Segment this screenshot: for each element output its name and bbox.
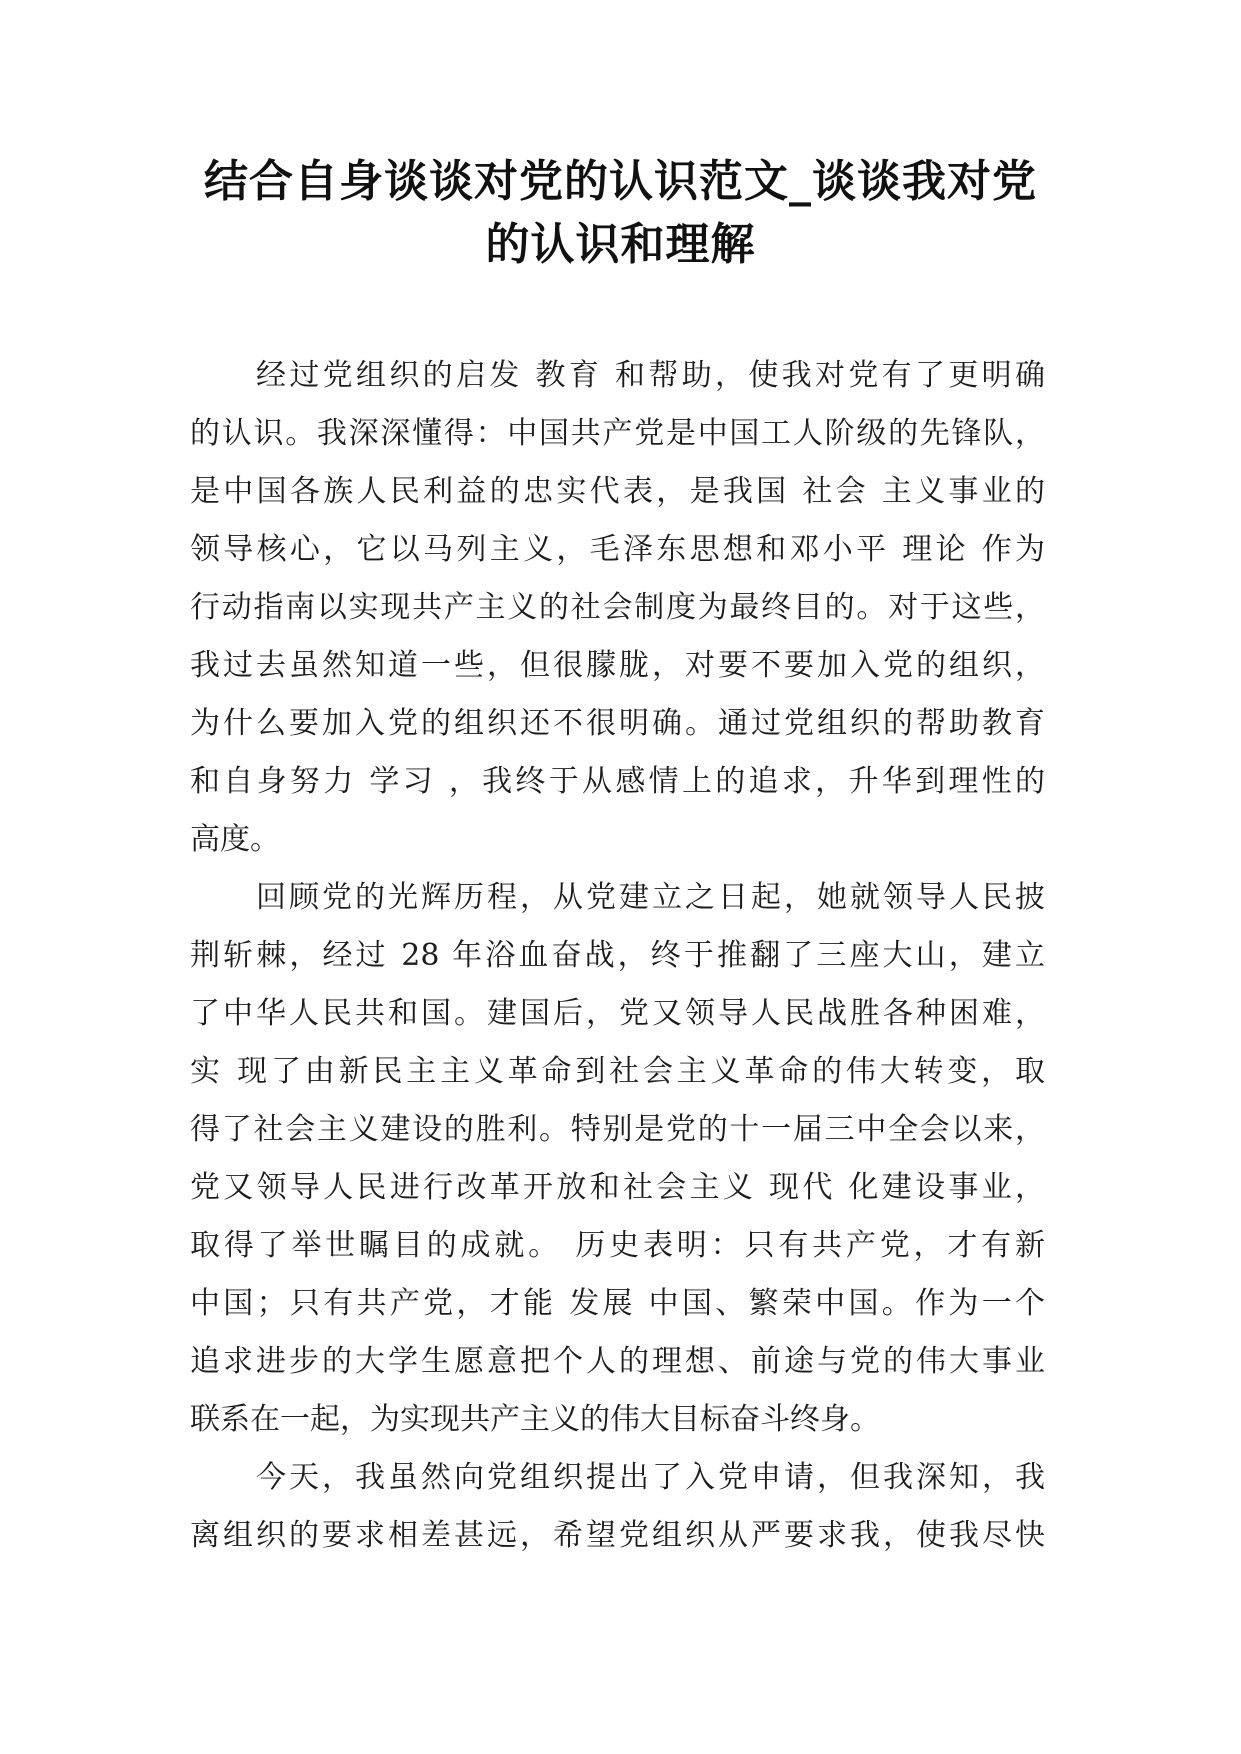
paragraph-line: 得了社会主义建设的胜利。特别是党的十一届三中全会以来， xyxy=(190,1112,1045,1147)
paragraph-line: 的认识。我深深懂得：中国共产党是中国工人阶级的先锋队， xyxy=(190,416,1045,451)
paragraph-line: 行动指南以实现共产主义的社会制度为最终目的。对于这些， xyxy=(190,590,1045,625)
paragraph-line: 联系在一起，为实现共产主义的伟大目标奋斗终身。 xyxy=(190,1402,880,1437)
paragraph-line: 领导核心，它以马列主义，毛泽东思想和邓小平 理论 作为 xyxy=(190,532,1045,567)
paragraph-line: 是中国各族人民利益的忠实代表，是我国 社会 主义事业的 xyxy=(190,474,1045,509)
document-title xyxy=(160,150,1081,276)
title-line-1: 结合自身谈谈对党的认识范文_谈谈我对党 xyxy=(204,156,1037,207)
paragraph-line: 高度。 xyxy=(190,822,280,857)
paragraph-line: 经过党组织的启发 教育 和帮助，使我对党有了更明确 xyxy=(256,358,1045,393)
title-line-2: 的认识和理解 xyxy=(485,219,756,270)
document-body xyxy=(190,347,1045,1565)
paragraph-line: 离组织的要求相差甚远，希望党组织从严要求我，使我尽快 xyxy=(190,1518,1045,1553)
paragraph-2 xyxy=(190,869,1045,1449)
paragraph-1 xyxy=(190,347,1045,869)
paragraph-line: 取得了举世瞩目的成就。 历史表明：只有共产党，才有新 xyxy=(190,1228,1045,1263)
paragraph-line: 回顾党的光辉历程，从党建立之日起，她就领导人民披 xyxy=(256,880,1045,915)
paragraph-line: 和自身努力 学习 ，我终于从感情上的追求，升华到理性的 xyxy=(190,764,1045,799)
paragraph-line: 我过去虽然知道一些，但很朦胧，对要不要加入党的组织， xyxy=(190,648,1045,683)
paragraph-3 xyxy=(190,1449,1045,1565)
paragraph-line: 今天，我虽然向党组织提出了入党申请，但我深知，我 xyxy=(256,1460,1045,1495)
paragraph-line: 荆斩棘，经过 28 年浴血奋战，终于推翻了三座大山，建立 xyxy=(190,938,1045,973)
paragraph-line: 党又领导人民进行改革开放和社会主义 现代 化建设事业， xyxy=(190,1170,1045,1205)
paragraph-line: 追求进步的大学生愿意把个人的理想、前途与党的伟大事业 xyxy=(190,1344,1045,1379)
paragraph-line: 实 现了由新民主主义革命到社会主义革命的伟大转变，取 xyxy=(190,1054,1045,1089)
paragraph-line: 为什么要加入党的组织还不很明确。通过党组织的帮助教育 xyxy=(190,706,1045,741)
paragraph-line: 了中华人民共和国。建国后，党又领导人民战胜各种困难， xyxy=(190,996,1045,1031)
paragraph-line: 中国；只有共产党，才能 发展 中国、繁荣中国。作为一个 xyxy=(190,1286,1045,1321)
